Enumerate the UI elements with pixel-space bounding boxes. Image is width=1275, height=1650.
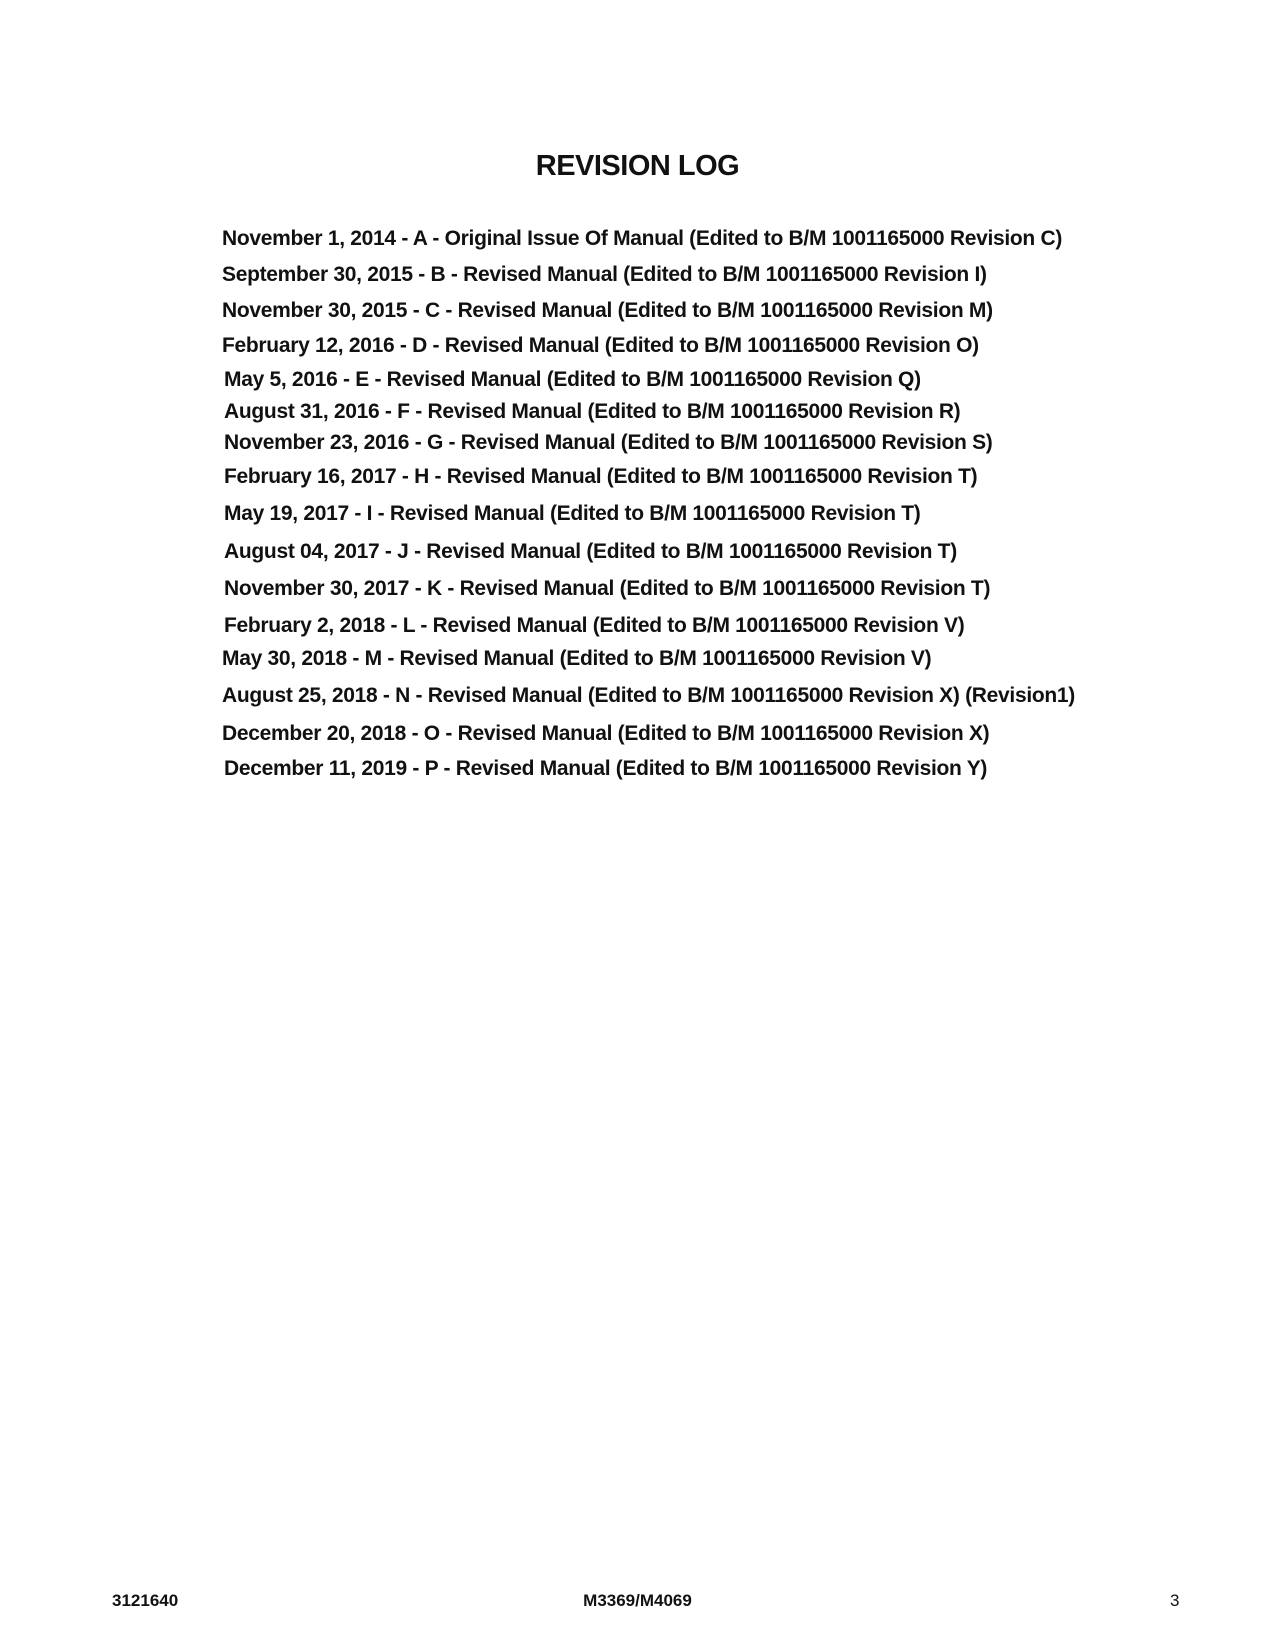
revision-entry-a: November 1, 2014 - A - Original Issue Of Manual (Edited to B/M 1001165000 Revision C) xyxy=(222,227,1063,250)
revision-entry-d: February 12, 2016 - D - Revised Manual (Edited to B/M 1001165000 Revision O) xyxy=(222,334,979,357)
revision-entry-g: November 23, 2016 - G - Revised Manual (Edited to B/M 1001165000 Revision S) xyxy=(224,431,993,454)
revision-entry-c: November 30, 2015 - C - Revised Manual (Edited to B/M 1001165000 Revision M) xyxy=(222,299,993,322)
revision-entry-f: August 31, 2016 - F - Revised Manual (Edited to B/M 1001165000 Revision R) xyxy=(224,400,961,423)
footer-model: M3369/M4069 xyxy=(583,1591,692,1610)
revision-entry-j: August 04, 2017 - J - Revised Manual (Edited to B/M 1001165000 Revision T) xyxy=(224,540,957,563)
footer-document-number: 3121640 xyxy=(112,1591,179,1610)
revision-entry-e: May 5, 2016 - E - Revised Manual (Edited to B/M 1001165000 Revision Q) xyxy=(224,368,921,391)
revision-entry-k: November 30, 2017 - K - Revised Manual (Edited to B/M 1001165000 Revision T) xyxy=(224,577,991,600)
revision-entry-m: May 30, 2018 - M - Revised Manual (Edited to B/M 1001165000 Revision V) xyxy=(222,647,932,670)
revision-entry-h: February 16, 2017 - H - Revised Manual (Edited to B/M 1001165000 Revision T) xyxy=(224,465,978,488)
revision-entry-l: February 2, 2018 - L - Revised Manual (Edited to B/M 1001165000 Revision V) xyxy=(224,614,965,637)
revision-entry-b: September 30, 2015 - B - Revised Manual (Edited to B/M 1001165000 Revision I) xyxy=(222,263,987,286)
revision-entry-n: August 25, 2018 - N - Revised Manual (Edited to B/M 1001165000 Revision X) (Revision1) xyxy=(222,684,1075,707)
revision-entry-i: May 19, 2017 - I - Revised Manual (Edited to B/M 1001165000 Revision T) xyxy=(224,502,921,525)
page-title: REVISION LOG xyxy=(535,150,740,182)
footer-page-number: 3 xyxy=(1170,1591,1180,1610)
revision-entry-o: December 20, 2018 - O - Revised Manual (Edited to B/M 1001165000 Revision X) xyxy=(222,722,990,745)
revision-entry-p: December 11, 2019 - P - Revised Manual (Edited to B/M 1001165000 Revision Y) xyxy=(224,757,988,780)
